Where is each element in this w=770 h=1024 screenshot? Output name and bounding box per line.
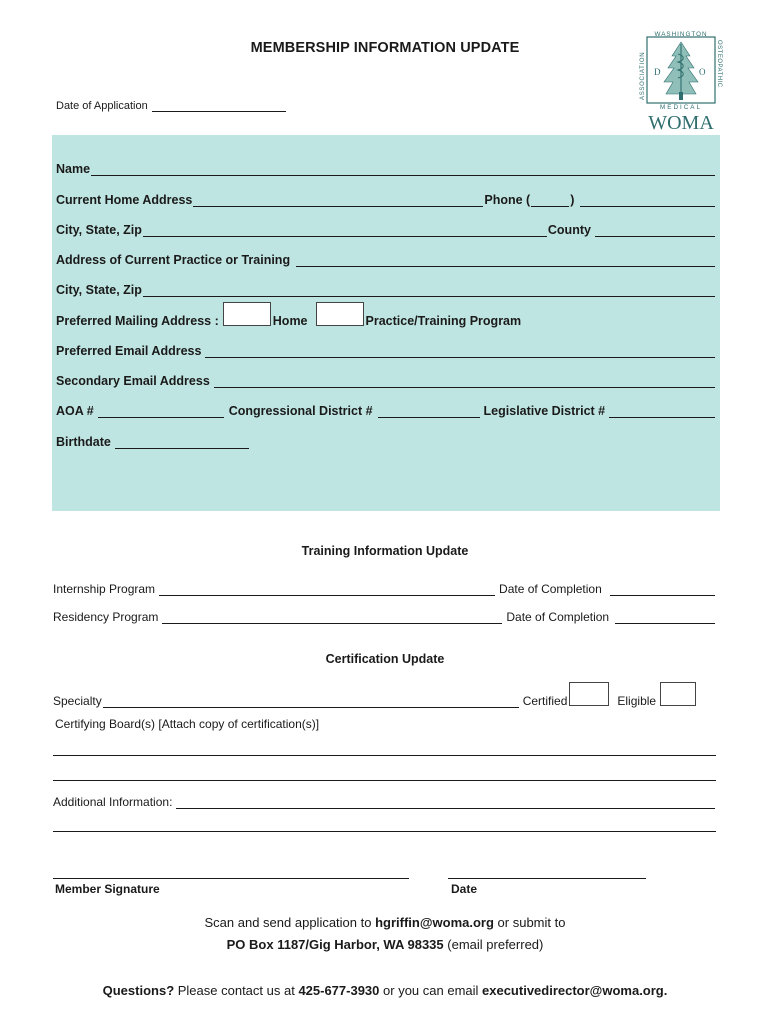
practice-city-state-zip-label: City, State, Zip xyxy=(56,283,142,297)
legislative-field[interactable] xyxy=(609,405,715,418)
practice-option-label: Practice/Training Program xyxy=(365,314,522,328)
phone-field[interactable] xyxy=(580,194,715,207)
certified-checkbox[interactable] xyxy=(569,682,609,706)
secondary-email-field[interactable] xyxy=(214,375,715,388)
name-label: Name xyxy=(56,162,91,176)
birthdate-field[interactable] xyxy=(115,436,249,449)
contact-text: Please contact us at xyxy=(174,983,299,998)
home-address-field[interactable] xyxy=(193,194,483,207)
residency-completion-field[interactable] xyxy=(615,611,715,624)
aoa-label: AOA # xyxy=(56,404,94,418)
specialty-label: Specialty xyxy=(53,694,102,708)
additional-info-label: Additional Information: xyxy=(53,795,173,809)
logo-top-text: WASHINGTON xyxy=(654,31,708,38)
scan-text: Scan and send application to xyxy=(204,915,376,930)
district-row xyxy=(56,400,716,418)
additional-info-field[interactable] xyxy=(176,796,715,809)
congressional-field[interactable] xyxy=(378,405,480,418)
additional-info-line-2[interactable] xyxy=(53,831,716,832)
internship-completion-label: Date of Completion xyxy=(499,582,602,596)
member-signature-line[interactable] xyxy=(53,878,409,879)
logo-bottom-text: MEDICAL xyxy=(660,104,702,111)
mailing-address xyxy=(0,937,770,952)
preferred-email-row xyxy=(56,340,716,358)
practice-city-state-zip-field[interactable] xyxy=(143,284,715,297)
preferred-mailing-label: Preferred Mailing Address : xyxy=(56,314,219,328)
internship-field[interactable] xyxy=(159,583,495,596)
birthdate-row xyxy=(56,431,716,449)
training-section-title: Training Information Update xyxy=(301,544,469,558)
po-box-address: PO Box 1187/Gig Harbor, WA 98335 xyxy=(226,937,444,952)
or-email-text: or you can email xyxy=(379,983,483,998)
questions-label: Questions? xyxy=(102,983,175,998)
home-address-label: Current Home Address xyxy=(56,193,193,207)
phone-close-paren: ) xyxy=(570,193,575,207)
city-state-zip-row xyxy=(56,219,716,237)
date-of-application-field[interactable] xyxy=(152,101,286,112)
submit-text: or submit to xyxy=(493,915,566,930)
practice-address-field[interactable] xyxy=(296,254,715,267)
logo-letter-d: D xyxy=(654,67,661,77)
phone-area-code-field[interactable] xyxy=(531,194,569,207)
legislative-label: Legislative District # xyxy=(483,404,606,418)
logo-right-text: OSTEOPATHIC xyxy=(716,40,722,88)
residency-field[interactable] xyxy=(162,611,502,624)
certification-section-title: Certification Update xyxy=(325,652,445,666)
residency-completion-label: Date of Completion xyxy=(506,610,610,624)
preferred-mailing-row xyxy=(56,310,716,328)
woma-logo xyxy=(637,28,723,132)
date-of-application-label: Date of Application xyxy=(56,100,148,112)
eligible-checkbox[interactable] xyxy=(660,682,696,706)
boards-line-1[interactable] xyxy=(53,755,716,756)
member-signature-label: Member Signature xyxy=(55,882,160,896)
preferred-email-label: Preferred Email Address xyxy=(56,344,202,358)
city-state-zip-field[interactable] xyxy=(143,224,547,237)
questions-contact xyxy=(0,983,770,998)
boards-line-2[interactable] xyxy=(53,780,716,781)
residency-row xyxy=(53,606,716,624)
preferred-email-field[interactable] xyxy=(205,345,715,358)
home-address-row xyxy=(56,189,716,207)
practice-address-row xyxy=(56,249,716,267)
form-title: MEMBERSHIP INFORMATION UPDATE xyxy=(250,40,520,56)
birthdate-label: Birthdate xyxy=(56,435,111,449)
internship-label: Internship Program xyxy=(53,582,156,596)
practice-checkbox[interactable] xyxy=(316,302,364,326)
logo-left-text: ASSOCIATION xyxy=(640,51,646,100)
internship-completion-field[interactable] xyxy=(610,583,715,596)
internship-row xyxy=(53,578,716,596)
specialty-row xyxy=(53,690,716,708)
phone-label: Phone ( xyxy=(484,193,531,207)
email-preferred-note: (email preferred) xyxy=(443,937,544,952)
congressional-label: Congressional District # xyxy=(228,404,373,418)
signature-date-line[interactable] xyxy=(448,878,646,879)
certified-label: Certified xyxy=(522,694,568,708)
additional-info-row xyxy=(53,791,716,809)
practice-city-state-zip-row xyxy=(56,279,716,297)
submission-instructions xyxy=(0,915,770,930)
logo-letter-o: O xyxy=(699,67,706,77)
residency-label: Residency Program xyxy=(53,610,159,624)
secondary-email-row xyxy=(56,370,716,388)
county-label: County xyxy=(547,223,591,237)
certifying-boards-label: Certifying Board(s) [Attach copy of certification(s)] xyxy=(55,717,320,731)
aoa-field[interactable] xyxy=(98,405,224,418)
executive-director-email-link[interactable]: executivedirector@woma.org. xyxy=(482,983,668,998)
hgriffin-email-link[interactable]: hgriffin@woma.org xyxy=(375,915,494,930)
contact-phone[interactable]: 425-677-3930 xyxy=(298,983,380,998)
practice-address-label: Address of Current Practice or Training xyxy=(56,253,291,267)
name-row xyxy=(56,158,716,176)
date-of-application-row xyxy=(56,100,287,112)
signature-date-label: Date xyxy=(451,882,478,896)
home-option-label: Home xyxy=(272,314,308,328)
name-field[interactable] xyxy=(91,163,715,176)
eligible-label: Eligible xyxy=(617,694,657,708)
home-checkbox[interactable] xyxy=(223,302,271,326)
logo-wordmark: WOMA xyxy=(648,112,714,132)
specialty-field[interactable] xyxy=(103,695,519,708)
tree-icon xyxy=(664,42,698,100)
county-field[interactable] xyxy=(595,224,715,237)
city-state-zip-label: City, State, Zip xyxy=(56,223,142,237)
secondary-email-label: Secondary Email Address xyxy=(56,374,210,388)
